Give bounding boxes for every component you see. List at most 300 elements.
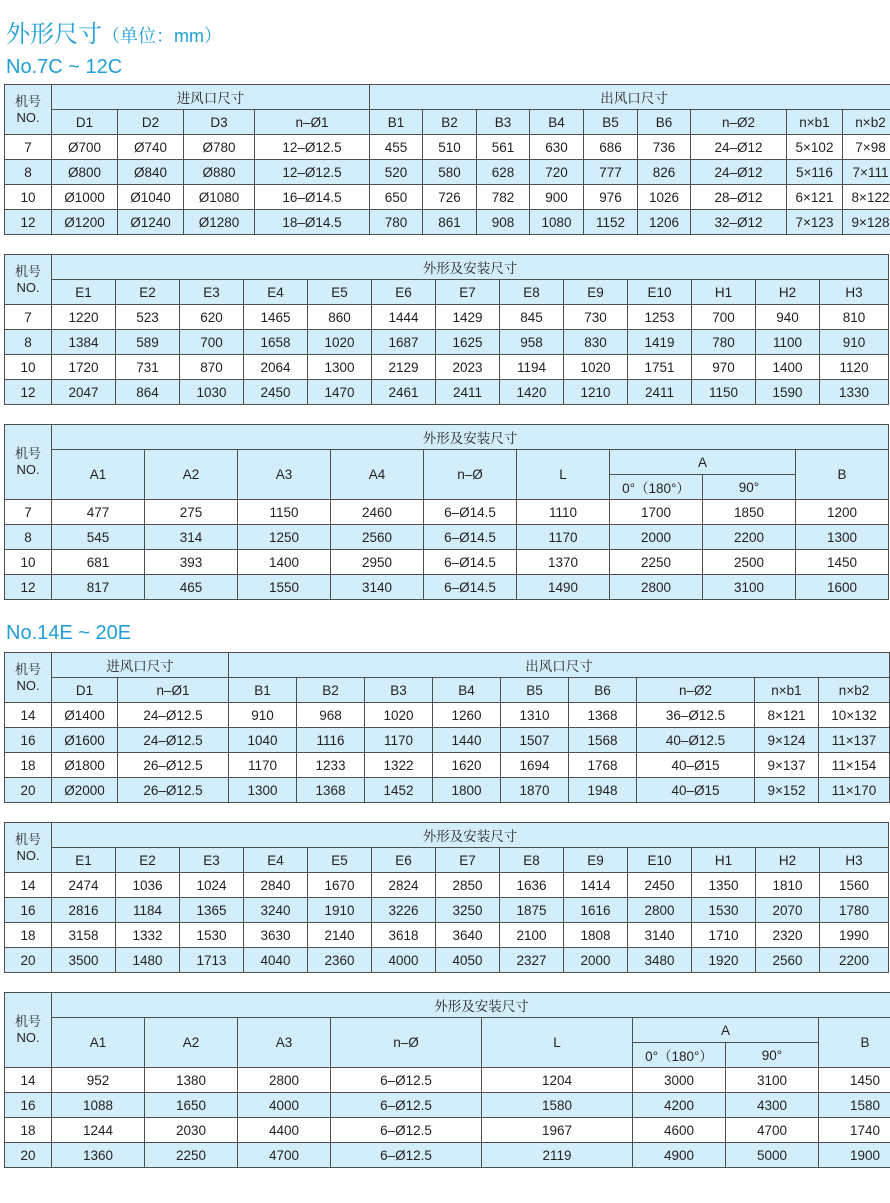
col-header: H1 [692,848,756,873]
table-cell: 1687 [372,330,436,355]
outline-group-header: 外形及安装尺寸 [52,993,890,1018]
table-cell: 1250 [238,525,331,550]
table-cell: 1625 [436,330,500,355]
table-cell: 1850 [703,500,796,525]
table-cell: 845 [500,305,564,330]
a-sub-header-0-180: 0°（180°） [633,1043,726,1068]
table-cell: 1040 [229,728,297,753]
table-cell: 1875 [500,898,564,923]
machine-no-header [5,425,52,500]
machine-no-cell: 10 [5,185,52,210]
table-cell: 11×170 [819,778,890,803]
table-cell: 630 [530,135,584,160]
col-header: D3 [184,110,255,135]
col-header: E1 [52,280,116,305]
col-header: B3 [365,678,433,703]
table-cell: 900 [530,185,584,210]
machine-no-cell: 16 [5,728,52,753]
col-header: E1 [52,848,116,873]
machine-no-cell: 8 [5,160,52,185]
table-cell: 1590 [756,380,820,405]
col-header: E6 [372,280,436,305]
table-cell: 1420 [500,380,564,405]
table-cell: 24–Ø12.5 [118,703,229,728]
table-cell: 1768 [569,753,637,778]
column-header-row [5,110,890,135]
section-title-14e-20e: No.14E ~ 20E [6,622,132,644]
table-cell: 6–Ø14.5 [424,550,517,575]
table-cell: 1204 [482,1068,633,1093]
table-cell: 2840 [244,873,308,898]
col-header: n×b1 [755,678,819,703]
table-cell: 3140 [331,575,424,600]
table-cell: 1670 [308,873,372,898]
table-cell: 314 [145,525,238,550]
col-header: n–Ø [331,1018,482,1068]
table-cell: 1310 [501,703,569,728]
table-cell: 1400 [238,550,331,575]
b-header: B [796,450,889,500]
col-header: H2 [756,848,820,873]
table-cell: 1210 [564,380,628,405]
table-cell: 1380 [145,1068,238,1093]
table-cell: 952 [52,1068,145,1093]
machine-no-cell: 14 [5,1068,52,1093]
machine-no-cell: 12 [5,380,52,405]
table-cell: 1450 [819,1068,890,1093]
table-cell: 731 [116,355,180,380]
table-cell: 1694 [501,753,569,778]
table-cell: 1700 [610,500,703,525]
page-unit: （单位：mm） [102,26,222,46]
table-cell: 26–Ø12.5 [118,753,229,778]
table-cell: 1414 [564,873,628,898]
table-cell: 275 [145,500,238,525]
table-cell: 1332 [116,923,180,948]
table-cell: 455 [370,135,423,160]
table-cell: 1020 [564,355,628,380]
table-cell: 777 [584,160,638,185]
s1-outline-table-e-h [4,254,889,405]
table-cell: 1650 [145,1093,238,1118]
table-cell: 864 [116,380,180,405]
machine-no-cell: 14 [5,703,52,728]
col-header: B5 [501,678,569,703]
table-cell: 11×137 [819,728,890,753]
col-header: n–Ø2 [691,110,787,135]
table-cell: 1150 [692,380,756,405]
section-title-7c-12c: No.7C ~ 12C [6,56,123,78]
table-cell: 7×111 [843,160,890,185]
col-header: n×b2 [843,110,890,135]
table-cell: 1322 [365,753,433,778]
table-cell: 4200 [633,1093,726,1118]
table-cell: 523 [116,305,180,330]
table-cell: 4040 [244,948,308,973]
table-cell: 24–Ø12.5 [118,728,229,753]
table-cell: 10×132 [819,703,890,728]
table-cell: 40–Ø15 [637,753,755,778]
table-cell: 826 [638,160,691,185]
table-cell: Ø2000 [52,778,118,803]
col-header: E3 [180,280,244,305]
table-cell: 2800 [610,575,703,600]
table-cell: 4600 [633,1118,726,1143]
table-cell: 620 [180,305,244,330]
table-cell: 1465 [244,305,308,330]
machine-no-cell: 16 [5,1093,52,1118]
table-cell: 2119 [482,1143,633,1168]
table-cell: 11×154 [819,753,890,778]
table-cell: 1400 [756,355,820,380]
table-cell: 1560 [820,873,889,898]
col-header: H3 [820,848,889,873]
table-cell: 1368 [297,778,365,803]
machine-no-cell: 20 [5,778,52,803]
table-cell: 18–Ø14.5 [255,210,370,235]
table-cell: 3226 [372,898,436,923]
table-cell: 40–Ø15 [637,778,755,803]
table-cell: 1365 [180,898,244,923]
col-header: E9 [564,280,628,305]
col-header: B2 [423,110,477,135]
machine-no-header [5,85,52,135]
table-cell: 1384 [52,330,116,355]
table-cell: 2320 [756,923,820,948]
table-cell: Ø800 [52,160,118,185]
table-cell: 2129 [372,355,436,380]
table-cell: 24–Ø12 [691,135,787,160]
table-cell: 1206 [638,210,691,235]
table-cell: 1024 [180,873,244,898]
table-cell: 2824 [372,873,436,898]
table-cell: 1780 [820,898,889,923]
s2-outline-table-a-b [4,992,890,1168]
table-cell: Ø1240 [118,210,184,235]
table-row [5,330,889,355]
table-cell: 477 [52,500,145,525]
machine-no-header [5,993,52,1068]
table-cell: 650 [370,185,423,210]
table-cell: 686 [584,135,638,160]
table-cell: 3140 [628,923,692,948]
table-cell: 1170 [517,525,610,550]
outline-group-header: 外形及安装尺寸 [52,255,889,280]
table-cell: 1026 [638,185,691,210]
col-header: D1 [52,110,118,135]
machine-label-cn: 机号 [14,661,41,677]
machine-no-header [5,823,52,873]
table-cell: 2064 [244,355,308,380]
table-cell: 40–Ø12.5 [637,728,755,753]
table-cell: 1568 [569,728,637,753]
table-cell: 780 [692,330,756,355]
table-cell: 32–Ø12 [691,210,787,235]
table-cell: 3240 [244,898,308,923]
table-cell: 7×123 [787,210,843,235]
table-cell: 6×121 [787,185,843,210]
machine-label-cn: 机号 [14,446,41,461]
table-cell: 3100 [726,1068,819,1093]
table-cell: 681 [52,550,145,575]
table-cell: 2000 [610,525,703,550]
table-cell: 1253 [628,305,692,330]
table-cell: 2140 [308,923,372,948]
table-cell: Ø1400 [52,703,118,728]
col-header: A4 [331,450,424,500]
table-cell: 1550 [238,575,331,600]
col-header: E2 [116,280,180,305]
col-header: B2 [297,678,365,703]
table-cell: 6–Ø12.5 [331,1143,482,1168]
table-cell: 2030 [145,1118,238,1143]
table-cell: 1110 [517,500,610,525]
a-sub-header-90: 90° [703,475,796,500]
table-cell: 2450 [628,873,692,898]
table-cell: 510 [423,135,477,160]
table-cell: 1948 [569,778,637,803]
table-cell: 2250 [610,550,703,575]
table-cell: Ø1800 [52,753,118,778]
table-cell: 1580 [482,1093,633,1118]
table-cell: 1152 [584,210,638,235]
table-cell: 1507 [501,728,569,753]
table-cell: 1530 [180,923,244,948]
table-cell: 4000 [372,948,436,973]
table-row [5,923,889,948]
table-cell: 1120 [820,355,889,380]
s1-inlet-outlet-table [4,84,890,235]
s2-outline-table-e-h [4,822,889,973]
table-cell: 2460 [331,500,424,525]
table-cell: 2200 [820,948,889,973]
table-cell: 1429 [436,305,500,330]
table-cell: 1150 [238,500,331,525]
table-row [5,355,889,380]
table-row [5,948,889,973]
table-cell: Ø1200 [52,210,118,235]
table-cell: 1580 [819,1093,890,1118]
machine-no-cell: 8 [5,525,52,550]
table-row [5,873,889,898]
table-cell: 700 [692,305,756,330]
table-cell: 1967 [482,1118,633,1143]
table-row [5,185,890,210]
table-cell: 1490 [517,575,610,600]
table-cell: 2560 [756,948,820,973]
table-cell: 4050 [436,948,500,973]
table-cell: 1920 [692,948,756,973]
a-sub-header-0-180: 0°（180°） [610,475,703,500]
table-row [5,210,890,235]
table-cell: 1088 [52,1093,145,1118]
col-header: n–Ø [424,450,517,500]
table-row [5,135,890,160]
table-cell: 3480 [628,948,692,973]
machine-no-cell: 7 [5,305,52,330]
table-cell: Ø700 [52,135,118,160]
col-header: A2 [145,1018,238,1068]
col-header: B1 [229,678,297,703]
machine-no-cell: 12 [5,210,52,235]
a-angle-header: A [610,450,796,475]
table-cell: 3500 [52,948,116,973]
col-header: A2 [145,450,238,500]
table-cell: 1350 [692,873,756,898]
table-cell: 908 [477,210,530,235]
table-cell: 1300 [796,525,889,550]
machine-no-cell: 10 [5,355,52,380]
table-cell: 1020 [365,703,433,728]
machine-label-en: NO. [16,109,40,125]
table-cell: 2500 [703,550,796,575]
col-header: L [517,450,610,500]
table-cell: 1720 [52,355,116,380]
table-row [5,305,889,330]
table-cell: 1030 [180,380,244,405]
table-cell: 861 [423,210,477,235]
table-cell: 1170 [229,753,297,778]
table-cell: 720 [530,160,584,185]
table-cell: 1444 [372,305,436,330]
col-header: n×b2 [819,678,890,703]
table-cell: 860 [308,305,372,330]
machine-no-cell: 18 [5,753,52,778]
table-cell: 6–Ø12.5 [331,1068,482,1093]
table-cell: 9×152 [755,778,819,803]
col-header: E6 [372,848,436,873]
table-cell: 2327 [500,948,564,973]
table-cell: 2850 [436,873,500,898]
table-cell: 968 [297,703,365,728]
table-cell: 976 [584,185,638,210]
col-header: E9 [564,848,628,873]
table-cell: 4700 [238,1143,331,1168]
table-cell: 5×102 [787,135,843,160]
table-cell: 1080 [530,210,584,235]
table-cell: 780 [370,210,423,235]
column-header-row [5,848,889,873]
table-cell: 2950 [331,550,424,575]
table-cell: 2411 [628,380,692,405]
table-cell: 24–Ø12 [691,160,787,185]
table-cell: 1480 [116,948,180,973]
table-cell: 2100 [500,923,564,948]
outline-group-header: 外形及安装尺寸 [52,425,889,450]
table-cell: 2461 [372,380,436,405]
table-cell: 1636 [500,873,564,898]
table-cell: Ø880 [184,160,255,185]
table-cell: 1620 [433,753,501,778]
col-header: L [482,1018,633,1068]
table-row [5,778,890,803]
table-cell: 561 [477,135,530,160]
col-header: n–Ø1 [255,110,370,135]
table-cell: 6–Ø14.5 [424,500,517,525]
table-cell: 2800 [628,898,692,923]
outlet-group-header: 出风口尺寸 [370,85,890,110]
table-cell: 520 [370,160,423,185]
table-cell: 2800 [238,1068,331,1093]
table-row [5,500,889,525]
table-cell: 910 [820,330,889,355]
machine-no-cell: 18 [5,1118,52,1143]
table-cell: 6–Ø12.5 [331,1118,482,1143]
col-header: A3 [238,1018,331,1068]
column-header-row [5,678,890,703]
col-header: E4 [244,848,308,873]
table-cell: 393 [145,550,238,575]
table-cell: 2411 [436,380,500,405]
table-cell: 1260 [433,703,501,728]
table-cell: 12–Ø12.5 [255,135,370,160]
col-header: D1 [52,678,118,703]
col-header: E4 [244,280,308,305]
table-cell: 1194 [500,355,564,380]
table-cell: 36–Ø12.5 [637,703,755,728]
table-cell: 3158 [52,923,116,948]
table-cell: 1330 [820,380,889,405]
table-row [5,898,889,923]
col-header: E10 [628,848,692,873]
machine-label-en: NO. [16,279,40,295]
machine-no-cell: 20 [5,1143,52,1168]
table-cell: Ø1280 [184,210,255,235]
col-header: n–Ø1 [118,678,229,703]
table-cell: 1233 [297,753,365,778]
table-row [5,525,889,550]
table-cell: Ø1000 [52,185,118,210]
col-header: A1 [52,1018,145,1068]
table-row [5,380,889,405]
col-header: E5 [308,848,372,873]
machine-label-en: NO. [16,847,40,863]
col-header: B3 [477,110,530,135]
table-cell: 1870 [501,778,569,803]
table-row [5,575,889,600]
table-cell: 4400 [238,1118,331,1143]
table-cell: 2200 [703,525,796,550]
col-header: B6 [569,678,637,703]
col-header: B6 [638,110,691,135]
machine-label-en: NO. [16,462,40,477]
machine-no-header [5,255,52,305]
machine-label-cn: 机号 [14,263,41,279]
table-cell: Ø840 [118,160,184,185]
col-header: E10 [628,280,692,305]
machine-label-cn: 机号 [14,831,41,847]
table-cell: 4000 [238,1093,331,1118]
table-cell: 16–Ø14.5 [255,185,370,210]
col-header: H1 [692,280,756,305]
table-cell: 1116 [297,728,365,753]
table-cell: 958 [500,330,564,355]
table-cell: 1036 [116,873,180,898]
table-cell: 12–Ø12.5 [255,160,370,185]
table-cell: 1200 [796,500,889,525]
table-cell: Ø740 [118,135,184,160]
col-header: B4 [530,110,584,135]
table-cell: 2047 [52,380,116,405]
table-cell: 2816 [52,898,116,923]
table-cell: 6–Ø14.5 [424,575,517,600]
table-cell: 2360 [308,948,372,973]
table-cell: 1220 [52,305,116,330]
table-cell: 1360 [52,1143,145,1168]
inlet-group-header: 进风口尺寸 [52,653,229,678]
table-cell: 940 [756,305,820,330]
table-cell: 4300 [726,1093,819,1118]
